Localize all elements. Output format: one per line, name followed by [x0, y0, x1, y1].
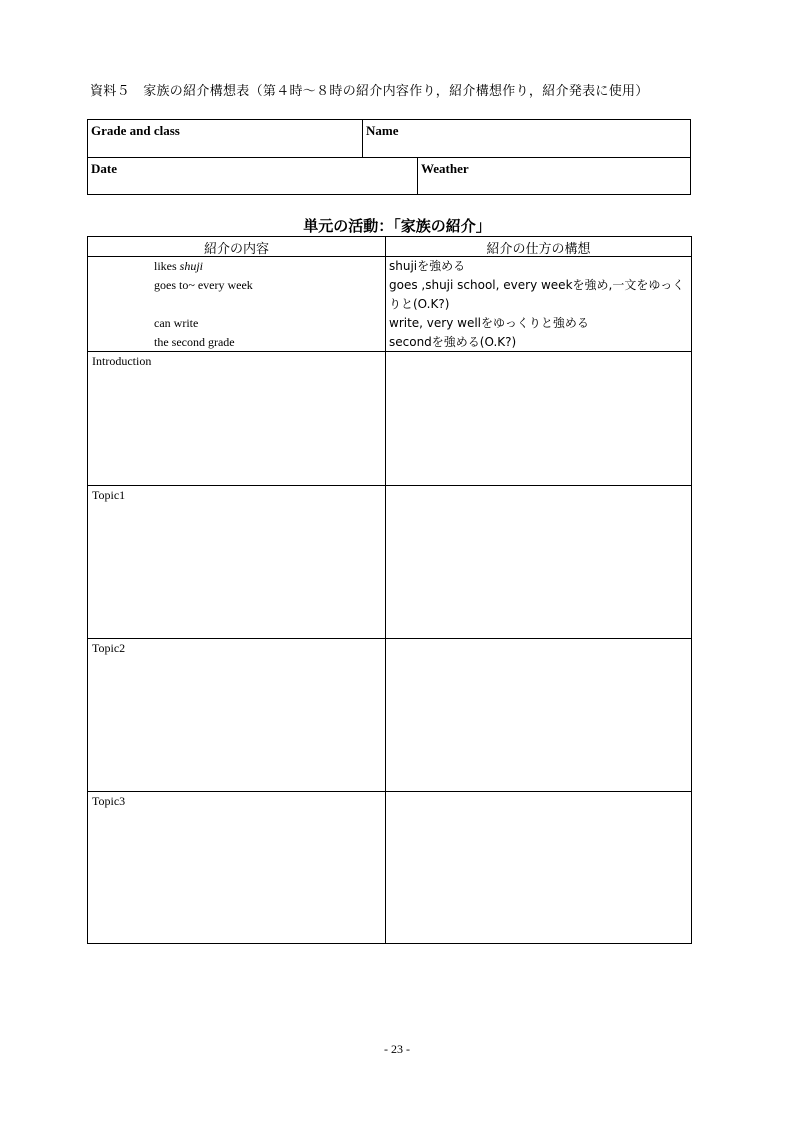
document-heading: 資料５ 家族の紹介構想表（第４時～８時の紹介内容作り，紹介構想作り，紹介発表に使用） — [90, 84, 649, 99]
row-divider — [88, 791, 691, 792]
row-label-introduction: Introduction — [92, 354, 152, 368]
example-content-line: goes to~ every week — [154, 278, 253, 292]
info-row-date-weather — [88, 158, 690, 195]
name-label: Name — [366, 123, 399, 138]
row-label-topic1: Topic1 — [92, 488, 126, 502]
row-divider — [88, 638, 691, 639]
student-info-table — [87, 119, 691, 195]
example-method-line: write, very wellをゆっくりと強める — [389, 316, 589, 330]
weather-label: Weather — [421, 161, 469, 176]
example-method-line: shujiを強める — [389, 259, 466, 273]
info-row-grade-name — [88, 120, 690, 158]
column-header-content: 紹介の内容 — [203, 242, 269, 257]
date-label: Date — [91, 161, 117, 176]
row-label-topic2: Topic2 — [92, 641, 126, 655]
row-divider — [88, 485, 691, 486]
divider — [362, 120, 363, 157]
example-method-line: goes ,shuji school, every weekを強め,一文をゆっくりと(O.K?) — [389, 278, 685, 311]
column-header-method: 紹介の仕方の構想 — [486, 242, 591, 257]
example-content-line — [154, 259, 203, 274]
unit-activity-title: 単元の活動：「家族の紹介」 — [303, 217, 491, 235]
divider — [417, 158, 418, 195]
row-divider — [88, 351, 691, 352]
example-method-line: secondを強める(O.K?) — [389, 335, 517, 349]
row-label-topic3: Topic3 — [92, 794, 126, 808]
example-emphasis-text: shuji — [179, 259, 204, 273]
example-content-line: can write — [154, 316, 199, 330]
grade-and-class-label: Grade and class — [91, 123, 180, 138]
example-text: likes — [154, 259, 180, 273]
example-content-line: the second grade — [154, 335, 235, 349]
column-divider — [385, 237, 386, 943]
introduction-plan-table — [87, 236, 692, 944]
page-number: - 23 - — [384, 1042, 410, 1056]
